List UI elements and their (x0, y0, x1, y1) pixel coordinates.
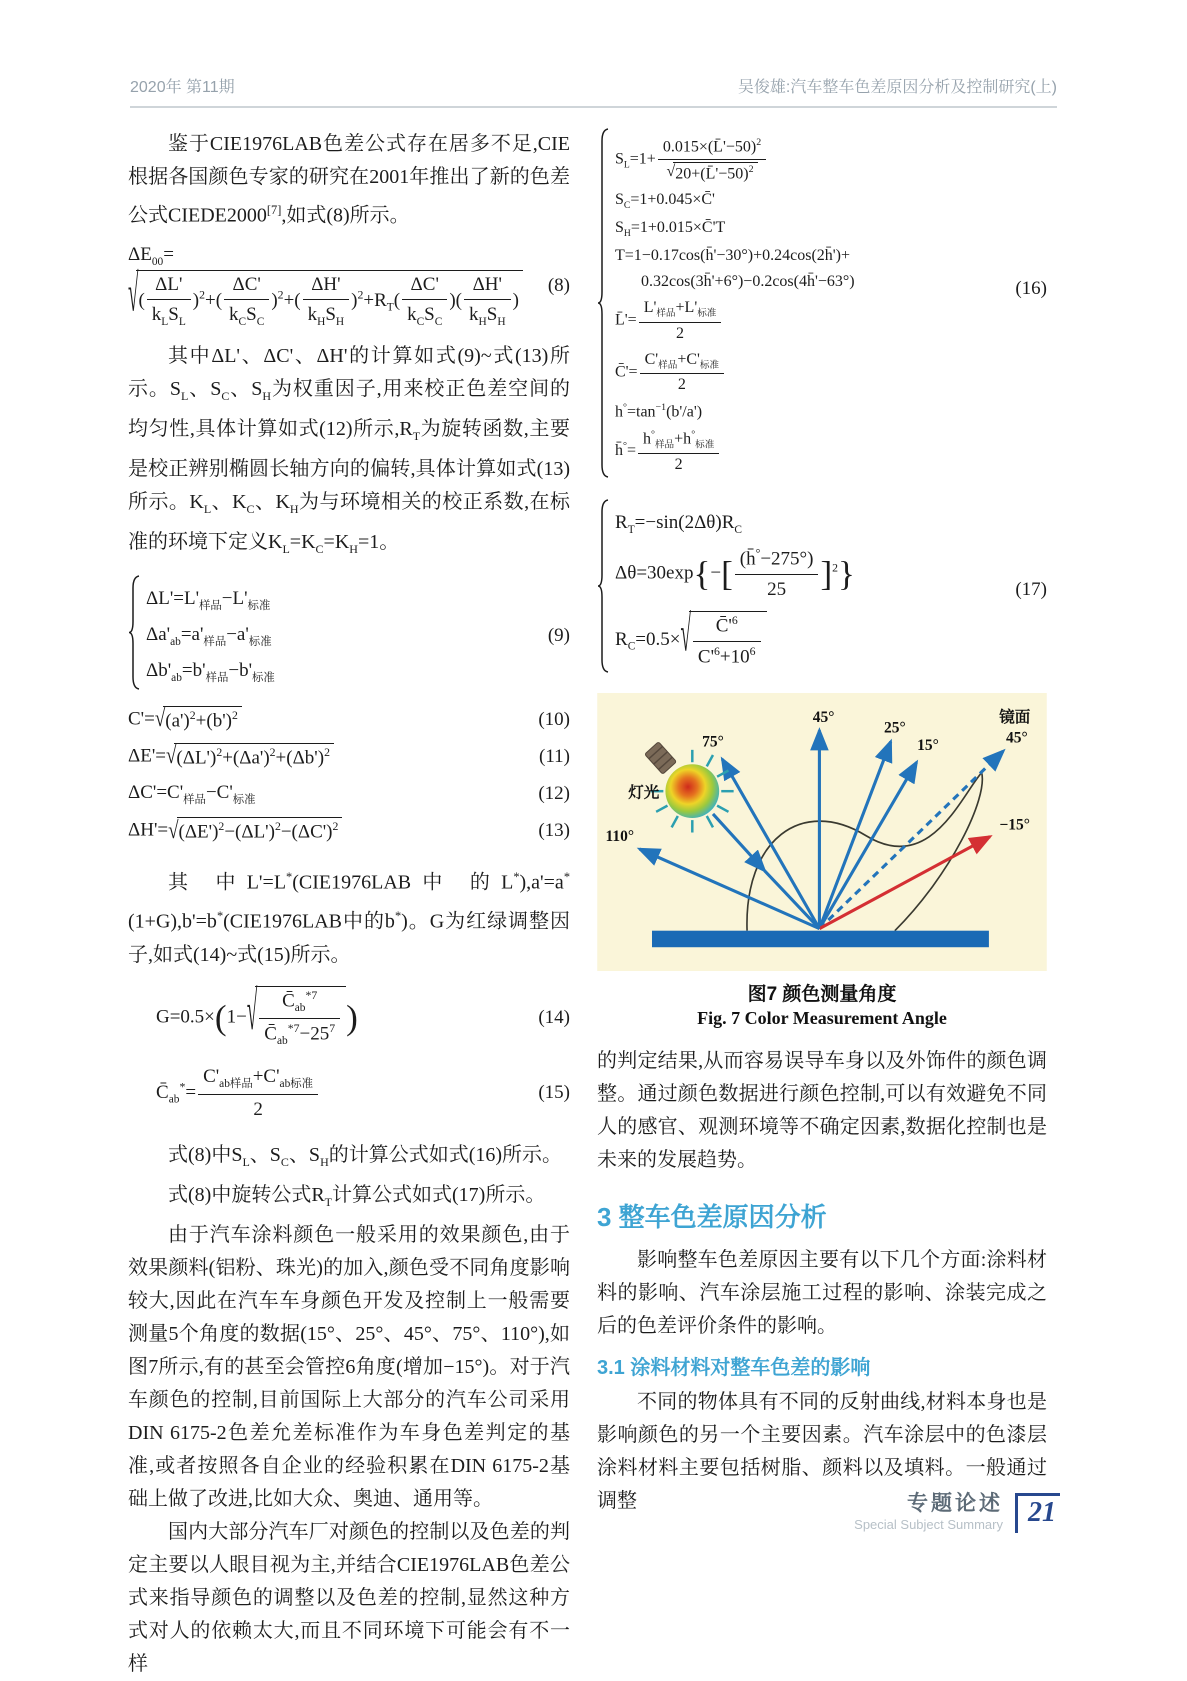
section-heading-3: 3 整车色差原因分析 (597, 1201, 827, 1232)
figure-caption-zh: 图7 颜色测量角度 (747, 983, 897, 1005)
paragraph-judgement: 的判定结果,从而容易误导车身以及外饰件的颜色调整。通过颜色数据进行颜色控制,可以有效避免不同人的感官、观测环境等不确定因素,数据化控制也是未来的发展趋势。 (597, 1049, 1047, 1171)
equation-17: $R_T=-\sin(2\Delta\theta)R_C$ Δθ=30exp{−[ $\frac{(h̄^\circ-275^\circ)}{25}$ ]$^2$} $R_C=0.5\times$ √ $\frac{C̄'^6}{C'^6+10^6}$ (17) (597, 499, 1047, 681)
equation-number: (11) (539, 746, 570, 768)
figure-7-diagram (597, 693, 1047, 1029)
page-footer (854, 1492, 1060, 1534)
equation-11: ΔE'= √ $(\Delta L')^2+(\Delta a')^2+(\Delta b')^2$ (11) (128, 742, 570, 770)
paragraph-materials: 不同的物体具有不同的反射曲线,材料本身也是影响颜色的另一个主要因素。汽车涂层中的色漆层涂料材料主要包括树脂、颜料以及填料。一般通过调整 (597, 1390, 1047, 1512)
equation-13: ΔH'= √ $(\Delta E')^2-(\Delta L')^2-(\Delta C')^2$ (13) (128, 817, 570, 844)
label-45: 45° (812, 708, 835, 726)
equation-8: $\Delta E_{00}=$ √ ( $\frac{\Delta L'}{k_LS_L}$ )$^2$+( $\frac{\Delta C'}{k_CS_C}$ )$^2$+( $\frac{\Delta H'}{k_HS_H}$ )$^2+R_T$( $\frac{\Delta C'}{k_CS_C}$ )( $\frac{\Delta H'}{k_HS_H}$ ) (8) (128, 242, 570, 331)
label-75: 75° (702, 733, 724, 751)
paragraph-eq16-ref: 式(8)中$S_L$、$S_C$、$S_H$的计算公式如式(16)所示。 (168, 1143, 563, 1169)
paragraph-eq17-ref: 式(8)中旋转公式$R_T$计算公式如式(17)所示。 (168, 1183, 546, 1209)
equation-number: (17) (1015, 578, 1047, 600)
label-25: 25° (884, 718, 906, 736)
equation-number: (16) (1015, 278, 1047, 299)
paragraph-g-factor: 其 中L'=L*(CIE1976LAB中 的L*),a'=a*(1+G),b'=b*(CIE1976LAB中的b*)。G为红绿调整因子,如式(14)~式(15)所示。 (128, 870, 571, 966)
equation-number: (10) (538, 709, 570, 731)
label-minus-15: −15° (999, 816, 1031, 834)
label-110: 110° (605, 827, 635, 845)
equation-9: $\Delta L'=L'_{样品}-L'_{标准}$ $\Delta a'_{ab}=a'_{样品}-a'_{标准}$ $\Delta b'_{ab}=b'_{样品}-b'_{标准}$ (9) (128, 575, 570, 698)
footer-title-en: Special Subject Summary (854, 1517, 1003, 1532)
equation-16: $S_L=1+$ 0.015×(L̄'−50)$^2$ √ 20+(L̄'−50)$^2$ $S_C=1+0.045\times C̄'$ $S_H=1+0.015\times C̄'T$ T=1−0.17cos(h̄'−30°)+0.24cos(2h̄')+ 0.32cos(3h̄'+6°)−0.2cos(4h̄'−63°) L̄'= $\frac{L'_{样品}+L'_{标准}}{2}$ C̄'= $\frac{C'_{样品}+C'_{标准}}{2}$ $h^\circ=\tan^{-1}(b'/a')$ h̄°= $\frac{h^\circ_{样品}+h^\circ_{标准}}{2}$ (16) (597, 128, 1047, 483)
system-brace (128, 575, 141, 698)
equation-number: (13) (538, 820, 570, 842)
equation-number: (15) (538, 1082, 570, 1104)
footer-column-title (854, 1492, 1003, 1534)
paragraph-domestic: 国内大部分汽车厂对颜色的控制以及色差的判定主要以人眼目视为主,并结合CIE1976LAB色差公式来指导颜色的调整以及色差的控制,显然这种方式对人的依赖太大,而且不同环境下可能会有不一样 (128, 1520, 570, 1675)
system-brace (597, 128, 610, 483)
sample-surface-bar (652, 930, 989, 947)
label-15: 15° (917, 736, 939, 754)
paragraph-angles: 由于汽车涂料颜色一般采用的效果颜色,由于效果颜料(铝粉、珠光)的加入,颜色受不同角度影响较大,因此在汽车车身颜色开发及控制上一般需要测量5个角度的数据(15°、25°、45°、75°、110°),如图7所示,有的甚至会管控6角度(增加−15°)。对于汽车颜色的控制,目前国际上大部分的汽车公司采用DIN 6175-2色差允差标准作为车身色差判定的基准,或者按照各自企业的经验积累在DIN 6175-2基础上做了改进,比如大众、奥迪、通用等。 (128, 1223, 570, 1510)
page-header (130, 74, 1057, 108)
paragraph-weights: 其中ΔL'、ΔC'、ΔH'的计算如式(9)~式(13)所示。$S_L$、$S_C$、$S_H$为权重因子,用来校正色差空间的均匀性,具体计算如式(12)所示$,R_T$为旋转函数,主要是校正辨别椭圆长轴方向的偏转,具体计算如式(13)所示。$K_L$、$K_C$、$K_H$为与环境相关的校正系数,在标准的环境下定义$K_L=K_C=K_H=1$。 (128, 344, 571, 556)
running-title: 吴俊雄:汽车整车色差原因分析及控制研究(上) (737, 79, 1057, 96)
label-mirror: 镜面 (999, 708, 1031, 726)
right-column (597, 128, 1047, 1518)
system-brace (597, 499, 610, 681)
page-number: 21 (1015, 1493, 1060, 1533)
equation-15: $C̄_{ab}^*=$ $\frac{C'_{ab样品}+C'_{ab标准}}{2}$ (15) (156, 1065, 570, 1120)
equation-12: $\Delta C'=C'_{样品}-C'_{标准}$ (12) (128, 782, 570, 807)
subsection-heading-3-1: 3.1 涂料材料对整车色差的影响 (597, 1356, 871, 1379)
left-column (128, 128, 570, 1681)
equation-number: (14) (538, 1006, 570, 1028)
issue-info: 2020年 第11期 (130, 79, 235, 96)
paragraph-intro-ciede2000: 鉴于CIE1976LAB色差公式存在居多不足,CIE根据各国颜色专家的研究在2001年推出了新的色差公式CIEDE2000[7],如式(8)所示。 (128, 133, 570, 227)
equation-14: G=0.5×(1− √ $\frac{C̄_{ab}^{*7}}{C̄_{ab}^{*7}-25^7}$ ) (14) (128, 986, 570, 1050)
figure-caption-en: Fig. 7 Color Measurement Angle (697, 1007, 947, 1028)
equation-number: (12) (538, 783, 570, 805)
label-lamp: 灯光 (628, 784, 660, 802)
label-mirror-45: 45° (1005, 729, 1028, 747)
equation-number: (8) (547, 275, 570, 297)
figure-background (597, 693, 1047, 971)
paragraph-causes: 影响整车色差原因主要有以下几个方面:涂料材料的影响、汽车涂层施工过程的影响、涂装完成之后的色差评价条件的影响。 (597, 1248, 1047, 1337)
color-measurement-angle-figure (597, 693, 1047, 971)
equation-10: C'= √ $(a')^2+(b')^2$ (10) (128, 705, 570, 733)
equation-number: (9) (547, 624, 570, 646)
footer-title-zh: 专题论述 (907, 1492, 1003, 1515)
